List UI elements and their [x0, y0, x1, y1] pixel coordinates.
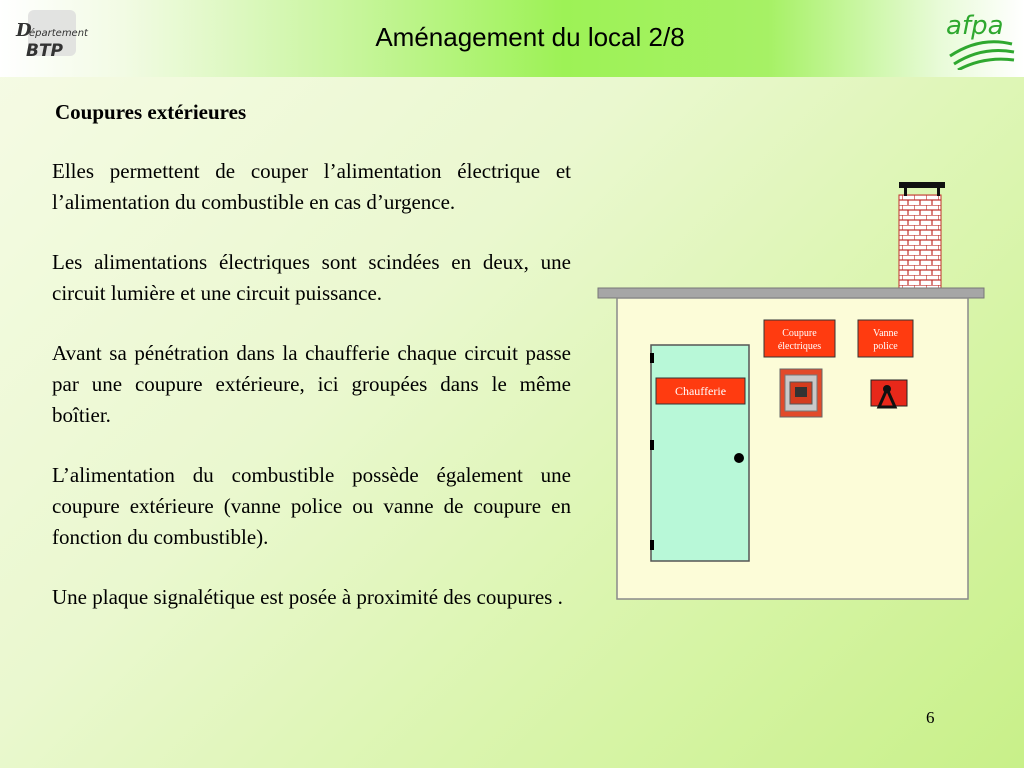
- electric-breaker-box-icon: [780, 369, 822, 417]
- police-valve-label-line1: Vanne: [873, 328, 898, 339]
- electric-cutoff-sign: [764, 320, 835, 357]
- chaufferie-label: Chaufferie: [674, 384, 727, 398]
- page-number: 6: [926, 708, 935, 727]
- paragraph-2: Les alimentations électriques sont scindées en deux, une circuit lumière et une circuit puissance.: [52, 250, 571, 305]
- roof: [598, 288, 984, 298]
- chaufferie-sign: [656, 378, 745, 404]
- body-text: [52, 156, 571, 642]
- police-valve-label-line2: police: [873, 341, 898, 352]
- paragraph-5: Une plaque signalétique est posée à proximité des coupures .: [52, 585, 563, 609]
- electric-cutoff-label-line2: électriques: [777, 341, 822, 352]
- svg-text:BTP: BTP: [26, 41, 64, 61]
- paragraph-4: L’alimentation du combustible possède également une coupure extérieure (vanne police ou vanne de coupure en fonction du combustible).: [52, 463, 571, 549]
- afpa-logo: [944, 6, 1016, 70]
- svg-text:afpa: afpa: [946, 11, 1004, 41]
- police-valve-icon: [871, 380, 907, 407]
- paragraph-3: Avant sa pénétration dans la chaufferie chaque circuit passe par une coupure extérieure, ici groupées dans le même boîtier.: [52, 341, 571, 427]
- svg-text:D: D: [16, 20, 32, 41]
- boiler-room-door: [650, 345, 749, 561]
- paragraph-1: Elles permettent de couper l’alimentation électrique et l’alimentation du combustible en cas d’urgence.: [52, 159, 571, 214]
- door-handle: [734, 453, 744, 463]
- boiler-room-diagram: [590, 175, 1000, 615]
- chimney: [899, 182, 945, 288]
- section-subtitle: Coupures extérieures: [55, 100, 247, 124]
- page-title: Aménagement du local 2/8: [375, 22, 685, 52]
- svg-text:épartement: épartement: [29, 28, 88, 39]
- police-valve-sign: [858, 320, 913, 357]
- electric-cutoff-label-line1: Coupure: [782, 328, 817, 339]
